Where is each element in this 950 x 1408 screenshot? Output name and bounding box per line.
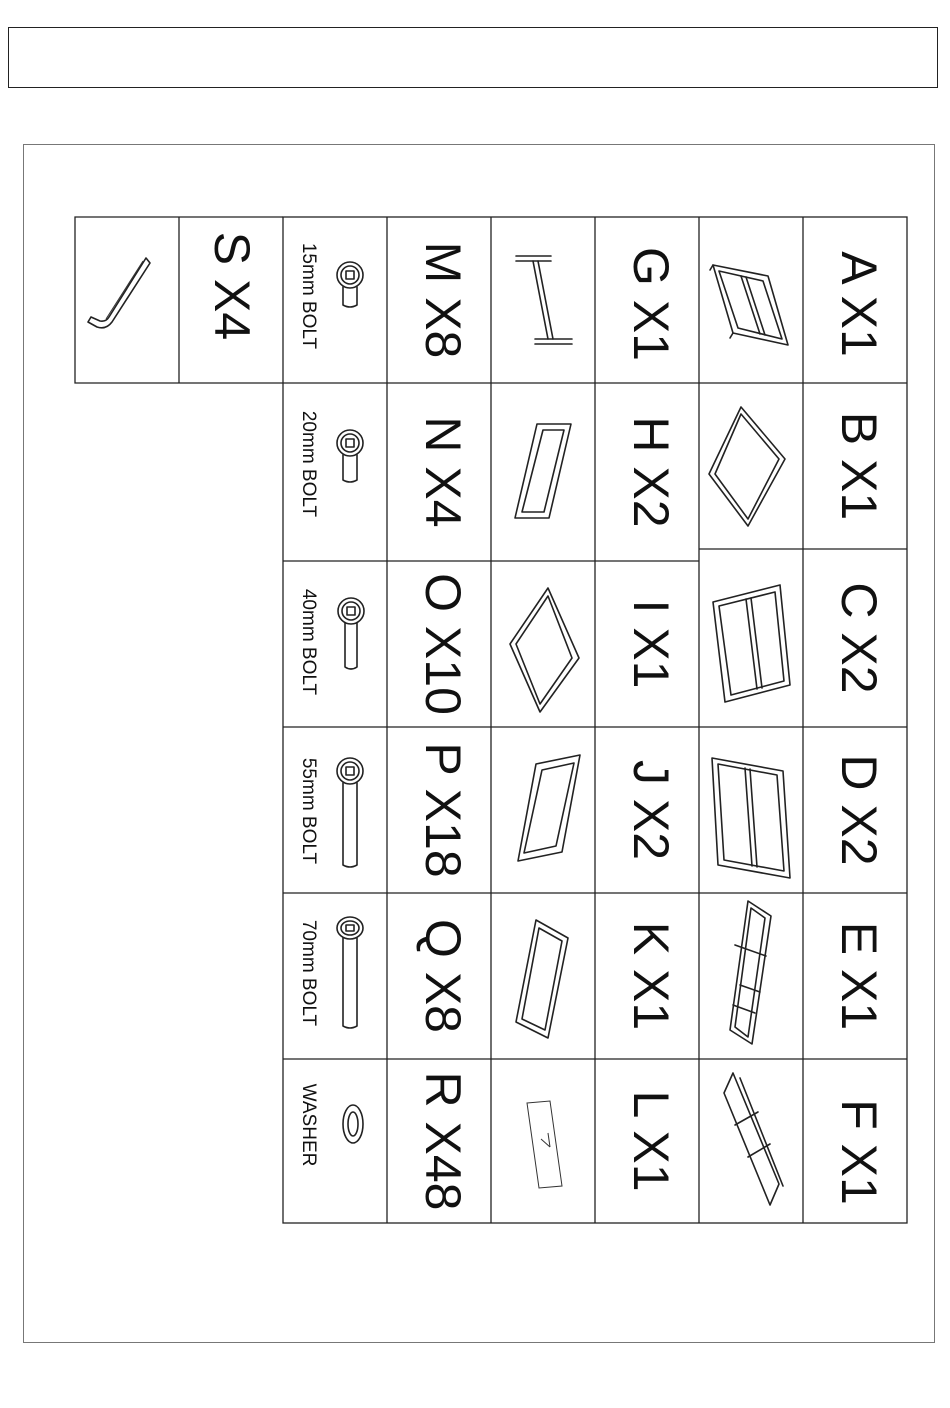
part-i-label: I X1 <box>622 599 679 689</box>
hardware-q-desc: 70mm BOLT <box>297 919 319 1027</box>
part-h-tray-frame-icon <box>515 424 571 518</box>
part-f-ladder-panel-icon <box>724 1073 783 1205</box>
part-i-tray-frame-icon <box>510 588 579 712</box>
hardware-n-label: N X4 <box>414 416 471 528</box>
part-l-panel-sheet-icon <box>527 1101 562 1188</box>
part-k-tray-frame-icon <box>516 920 568 1038</box>
hardware-r-label: R X48 <box>414 1071 471 1211</box>
part-l-label: L X1 <box>622 1090 679 1192</box>
parts-table-grid <box>75 217 907 1223</box>
part-a-label: A X1 <box>830 251 887 357</box>
hardware-n-desc: 20mm BOLT <box>297 410 319 518</box>
part-b-roof-panel-icon <box>709 407 785 526</box>
hardware-p-label: P X18 <box>414 742 471 878</box>
part-c-door-frame-icon <box>713 585 790 702</box>
part-d-label: D X2 <box>830 754 887 866</box>
tool-allen-key-icon <box>88 258 150 328</box>
part-a-window-frame-icon <box>710 265 788 345</box>
part-f-label: F X1 <box>830 1099 887 1205</box>
hardware-o-desc: 40mm BOLT <box>297 588 319 696</box>
part-j-label: J X2 <box>622 759 679 861</box>
hardware-p-desc: 55mm BOLT <box>297 757 319 865</box>
part-d-door-frame-icon <box>712 758 790 878</box>
part-h-label: H X2 <box>622 416 679 528</box>
part-g-label: G X1 <box>622 247 679 361</box>
part-e-label: E X1 <box>830 921 887 1031</box>
hardware-m-bolt-15mm-icon <box>337 262 363 307</box>
part-k-label: K X1 <box>622 921 679 1031</box>
part-g-rail-icon <box>516 256 572 344</box>
hardware-r-desc: WASHER <box>297 1083 319 1167</box>
part-b-label: B X1 <box>830 411 887 521</box>
hardware-q-bolt-70mm-icon <box>337 917 363 1028</box>
hardware-o-label: O X10 <box>414 573 471 715</box>
part-e-ladder-panel-icon <box>730 901 771 1044</box>
hardware-m-desc: 15mm BOLT <box>297 242 319 350</box>
hardware-r-washer-icon <box>343 1105 363 1143</box>
hardware-m-label: M X8 <box>414 241 471 359</box>
hardware-o-bolt-40mm-icon <box>338 598 364 669</box>
hardware-q-label: Q X8 <box>414 919 471 1033</box>
part-j-tray-frame-icon <box>518 755 580 861</box>
hardware-p-bolt-55mm-icon <box>337 758 363 867</box>
hardware-n-bolt-20mm-icon <box>337 430 363 482</box>
part-c-label: C X2 <box>830 582 887 694</box>
tool-s-label: S X4 <box>203 231 260 341</box>
